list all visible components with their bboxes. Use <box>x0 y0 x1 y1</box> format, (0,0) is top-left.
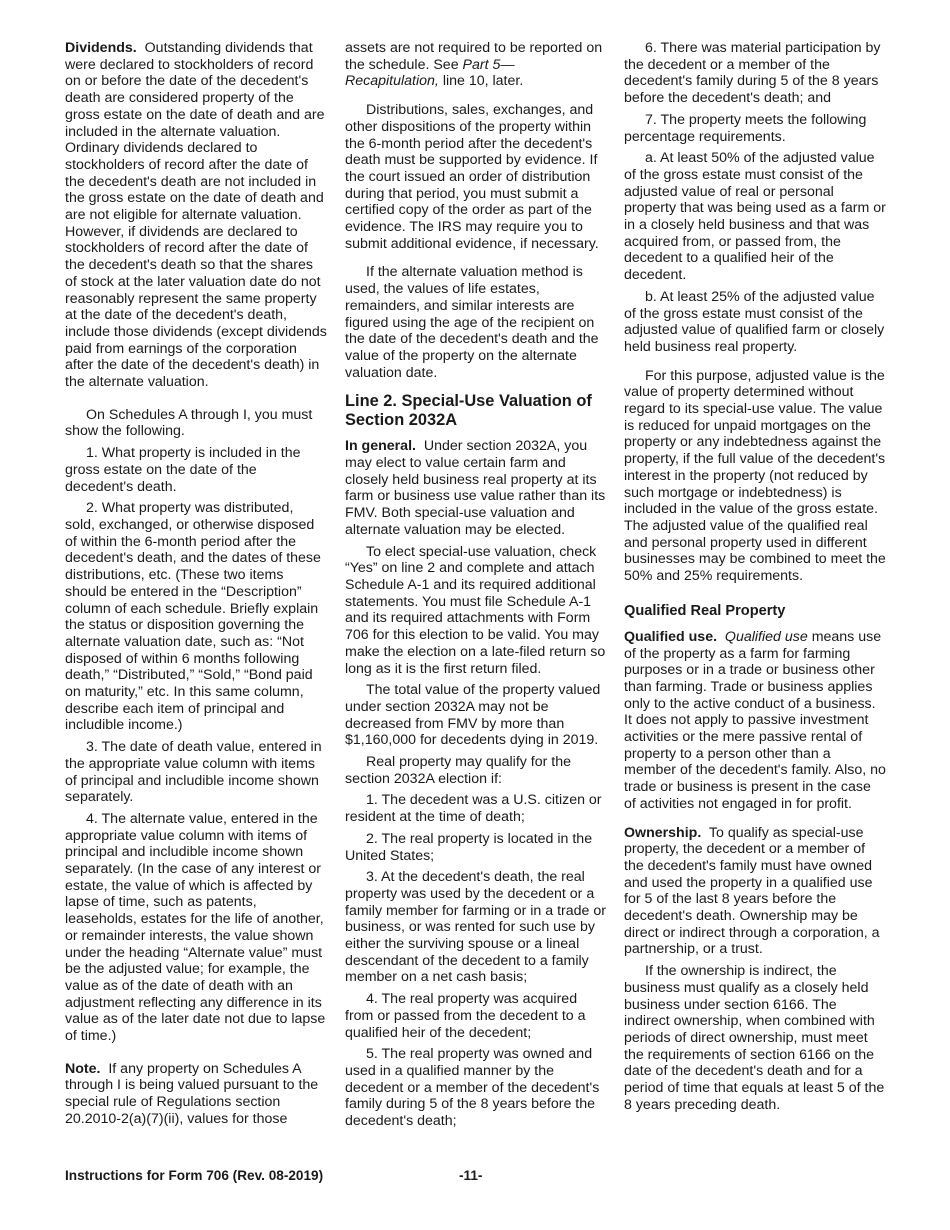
dividends-paragraph <box>65 40 327 391</box>
ownership-text: To qualify as special-use property, the decedent or a member of the decedent's family must have owned and used the property in a qualified use for 5 of the last 8 years before the decedent's death. Ownership may be direct or indirect through a corporation, a partnership, or a trust. <box>624 824 880 958</box>
qualified-use-term: Qualified use <box>724 628 808 645</box>
list-item-3: 3. The date of death value, entered in the appropriate value column with items of principal and includible income shown separately. <box>65 739 322 806</box>
requirement-4: 4. The real property was acquired from or passed from the decedent to a qualified heir of the decedent; <box>345 991 586 1041</box>
column-middle <box>345 40 607 1135</box>
qualified-use-text: means use of the property as a farm for farming purposes or in a trade or business other than farming. Trade or business applies only to the active conduct of a business. It does not apply to passive investment activities or the mere passive rental of property to a person other than a member of the decedent's family. Also, no trade or business is present in the case of activities not engaged in for profit. <box>624 628 886 812</box>
life-estates-paragraph: If the alternate valuation method is used, the values of life estates, remainders, and similar interests are figured using the age of the recipient on the date of the decedent's death and the value of the property on the alternate valuation date. <box>345 264 599 381</box>
to-elect-paragraph: To elect special-use valuation, check “Yes” on line 2 and complete and attach Schedule A-1 and its required additional statements. You must file Schedule A-1 and its required attachments with Form 706 for this election to be valid. You may make the election on a late-filed return so long as it is the first return filed. <box>345 543 606 677</box>
continuation-text: assets are not required to be reported on the schedule. See <box>345 40 603 73</box>
requirement-1: 1. The decedent was a U.S. citizen or resident at the time of death; <box>345 792 602 826</box>
requirement-3: 3. At the decedent's death, the real property was used by the decedent or a family member for farming or in a trade or business, or was rented for such use by either the surviving spouse or a lineal descendant of the decedent to a family member on a net cash basis; <box>345 869 606 986</box>
list-item-4: 4. The alternate value, entered in the appropriate value column with items of principal and includible income shown separately. (In the case of any interest or estate, the value of which is affected by lapse of time, such as patents, leaseholds, estates for the life of another, or remainder interests, the value shown under the heading “Alternate value” must be the adjusted value; for example, the value as of the date of death with an adjustment reflecting any difference in its value as of the later date not due to lapse of time.) <box>65 810 326 1045</box>
list-item-2: 2. What property was distributed, sold, exchanged, or otherwise disposed of within the 6-month period after the decedent's death, and the dates of these distributions, etc. (These two items should be entered in the “Description” column of each schedule. Briefly explain the status or disposition governing the alternate valuation date, such as: “Not disposed of within 6 months following death,” “Distributed,” “Sold,” “Bond paid on maturity,” etc. In this same column, describe each item of principal and includible income.) <box>65 500 321 734</box>
continuation-paragraph <box>345 40 607 90</box>
general-lead: In general. <box>345 438 416 455</box>
section-heading-special-use: Line 2. Special-Use Valuation of Section 2032A <box>345 392 592 430</box>
qualified-use-lead: Qualified use. <box>624 628 718 645</box>
list-item-1: 1. What property is included in the gross estate on the date of the decedent's death. <box>65 445 301 495</box>
distributions-paragraph: Distributions, sales, exchanges, and other dispositions of the property within the 6-month period after the decedent's death must be supported by evidence. If the court issued an order of distribution during that period, you must submit a certified copy of the order as part of the evidence. The IRS may require you to submit additional evidence, if necessary. <box>345 102 599 252</box>
ownership-paragraph <box>624 825 886 959</box>
dividends-text: Outstanding dividends that were declared to stockholders of record on or before the date of the decedent's death are considered property of the gross estate on the date of death and are included in the alternate valuation. Ordinary dividends declared to stockholders of record after the date of the decedent's death are not included in the gross estate on the date of death and are not eligible for alternate valuation. However, if dividends are declared to stockholders of record after the date of the decedent's death so that the shares of stock at the later valuation date do not reasonably represent the same property at the date of the decedent's death, include those dividends (except dividends paid from earnings of the corporation after the date of the decedent's death) in the alternate valuation. <box>65 40 327 391</box>
note-paragraph <box>65 1061 327 1128</box>
recapitulation-reference: Part 5—Recapitulation, <box>345 56 515 90</box>
column-left <box>65 40 327 1133</box>
requirement-6: 6. There was material participation by the decedent or a member of the decedent's family during 5 of the 8 years before the decedent's death; and <box>624 40 881 107</box>
footer-form-title: Instructions for Form 706 (Rev. 08-2019) <box>65 1168 324 1183</box>
continuation-tail: line 10, later. <box>442 73 524 90</box>
section-heading-qualified-real-property: Qualified Real Property <box>624 602 786 619</box>
general-text: Under section 2032A, you may elect to value certain farm and closely held business real property at its farm or business use value rather than its FMV. Both special-use valuation and alternate valuation may be elected. <box>345 438 606 538</box>
indirect-ownership-paragraph: If the ownership is indirect, the business must qualify as a closely held business under section 6166. The indirect ownership, when combined with periods of direct ownership, must meet the requirements of section 6166 on the date of the decedent's death and for a period of time that equals at least 5 of the 8 years preceding death. <box>624 963 885 1113</box>
requirement-7a: a. At least 50% of the adjusted value of the gross estate must consist of the adjusted value of real or personal property that was being used as a farm or in a closely held business and that was acquired from, or passed from, the decedent to a qualified heir of the decedent. <box>624 150 886 284</box>
real-property-paragraph: Real property may qualify for the section 2032A election if: <box>345 754 572 787</box>
footer-page-number: -11- <box>459 1168 483 1183</box>
note-lead: Note. <box>65 1060 101 1077</box>
qualified-use-paragraph <box>624 629 886 813</box>
requirement-7: 7. The property meets the following percentage requirements. <box>624 111 867 145</box>
dividends-lead: Dividends. <box>65 40 137 56</box>
schedules-intro: On Schedules A through I, you must show the following. <box>65 406 313 440</box>
requirement-5: 5. The real property was owned and used in a qualified manner by the decedent or a member of the decedent's family during 5 of the 8 years before the decedent's death; <box>345 1046 600 1130</box>
adjusted-value-paragraph: For this purpose, adjusted value is the value of property determined without regard to its special-use value. The value is reduced for unpaid mortgages on the property or any indebtedness against the property, if the full value of the decedent's interest in the property (not reduced by such mortgage or indebtedness) is included in the value of the gross estate. The adjusted value of the qualified real and personal property used in different businesses may be combined to meet the 50% and 25% requirements. <box>624 367 886 585</box>
column-right <box>624 40 886 1118</box>
requirement-2: 2. The real property is located in the United States; <box>345 830 593 864</box>
ownership-lead: Ownership. <box>624 824 702 841</box>
total-value-paragraph: The total value of the property valued under section 2032A may not be decreased from FMV by more than $1,160,000 for decedents dying in 2019. <box>345 682 601 749</box>
requirement-7b: b. At least 25% of the adjusted value of the gross estate must consist of the adjusted value of qualified farm or closely held business real property. <box>624 288 885 355</box>
note-text: If any property on Schedules A through I is being valued pursuant to the special rule of Regulations section 20.2010-2(a)(7)(ii), values for those <box>65 1060 319 1127</box>
general-paragraph <box>345 438 607 538</box>
